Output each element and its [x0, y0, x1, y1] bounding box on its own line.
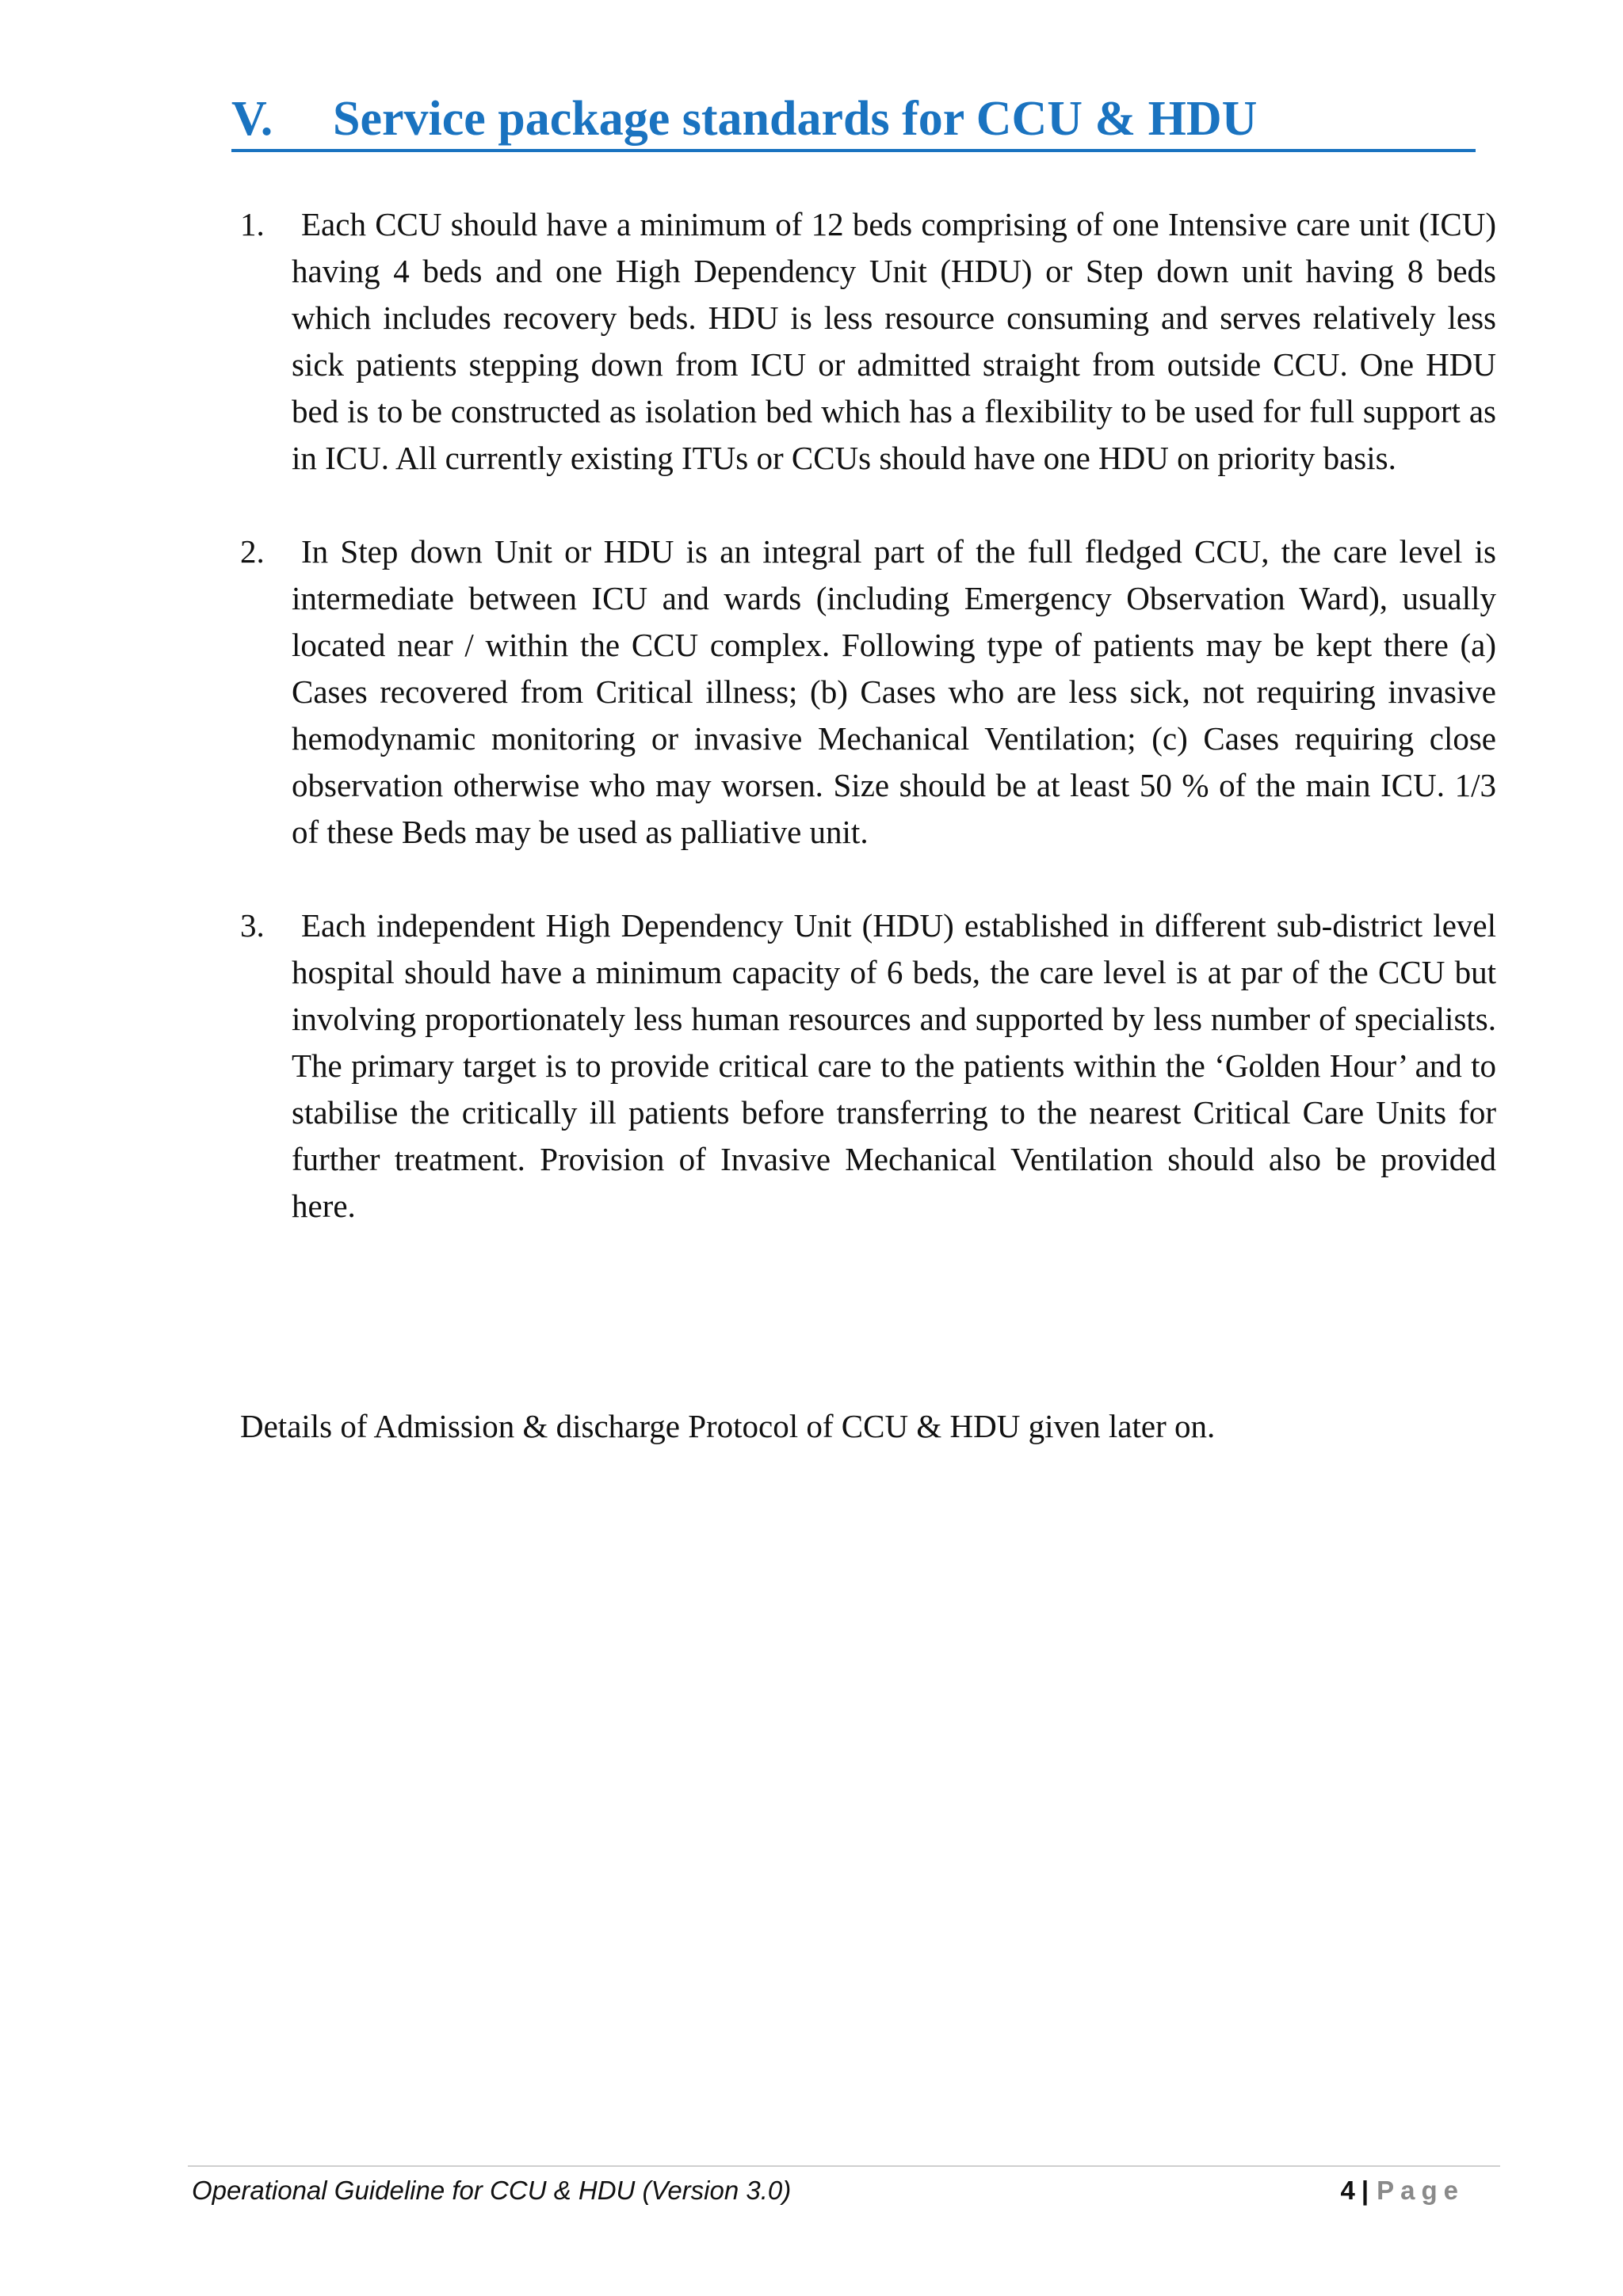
list-item-number: 2. — [240, 533, 265, 570]
footer-document-title: Operational Guideline for CCU & HDU (Version 3.0) — [192, 2176, 792, 2205]
footer-page-indicator — [1341, 2172, 1465, 2209]
page-label: Page — [1377, 2176, 1465, 2205]
list-item-text: Each independent High Dependency Unit (HDU) established in different sub-district level hospital should have a minimum capacity of 6 beds, the care level is at par of the CCU but involving proportionately less human resources and supported by less number of specialists. The primary target is to provide critical care to the patients within the ‘Golden Hour’ and to stabilise the critically ill patients before transferring to the nearest Critical Care Units for further treatment. Provision of Invasive Mechanical Ventilation should also be provided here. — [292, 907, 1496, 1224]
section-heading — [231, 86, 1476, 152]
list-item — [240, 902, 1496, 1230]
section-title: Service package standards for CCU & HDU — [333, 92, 1258, 146]
section-number: V. — [231, 92, 273, 146]
list-item-number: 3. — [240, 907, 265, 944]
list-item — [240, 201, 1496, 482]
closing-note: Details of Admission & discharge Protocol of CCU & HDU given later on. — [240, 1408, 1216, 1444]
page-number: 4 — [1340, 2176, 1355, 2205]
footer-separator: | — [1361, 2176, 1369, 2205]
list-item-text: Each CCU should have a minimum of 12 beds comprising of one Intensive care unit (ICU) having 4 beds and one High Dependency Unit (HDU) or Step down unit having 8 beds which includes recovery beds. HDU is less resource consuming and serves relatively less sick patients stepping down from ICU or admitted straight from outside CCU. One HDU bed is to be constructed as isolation bed which has a flexibility to be used for full support as in ICU. All currently existing ITUs or CCUs should have one HDU on priority basis. — [292, 206, 1496, 476]
list-item-number: 1. — [240, 206, 265, 242]
list-item-text: In Step down Unit or HDU is an integral part of the full fledged CCU, the care level is intermediate between ICU and wards (including Emergency Observation Ward), usually located near / within the CCU complex. Following type of patients may be kept there (a) Cases recovered from Critical illness; (b) Cases who are less sick, not requiring invasive hemodynamic monitoring or invasive Mechanical Ventilation; (c) Cases requiring close observation otherwise who may worsen. Size should be at least 50 % of the main ICU. 1/3 of these Beds may be used as palliative unit. — [292, 533, 1496, 850]
list-item — [240, 528, 1496, 856]
footer-divider — [188, 2165, 1500, 2167]
standards-list — [240, 201, 1496, 1276]
